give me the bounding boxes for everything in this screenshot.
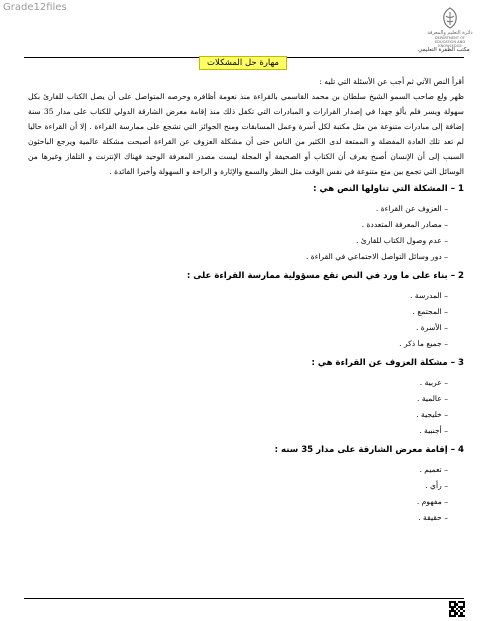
- question-4: [28, 442, 464, 526]
- logo-arabic-text: دائرة التعليم والمعرفة: [427, 30, 473, 36]
- options-list: [28, 288, 448, 352]
- option-item[interactable]: – عدم وصول الكتاب للقارئ .: [28, 233, 448, 249]
- instructions: أقرأ النص الآتي ثم أجب عن الأسئلة التي تليه :: [319, 77, 464, 86]
- site-watermark: Grade12files: [3, 2, 67, 13]
- qr-code-icon: [449, 601, 465, 617]
- options-list: [28, 375, 448, 439]
- office-name: مكتب الظفرة التعليمي: [418, 47, 470, 53]
- option-item[interactable]: – مفهوم .: [28, 494, 448, 510]
- question-text: 4 – إقامة معرض الشارقة على مدار 35 سنه :: [274, 445, 464, 455]
- option-item[interactable]: – دور وسائل التواصل الاجتماعي في القراءة .: [28, 249, 448, 265]
- logo-english-text: DEPARTMENT OF EDUCATION AND KNOWLEDGE: [434, 36, 466, 48]
- ministry-logo: [427, 6, 473, 48]
- question-1: [28, 181, 464, 265]
- option-item[interactable]: – أجنبية .: [28, 423, 448, 439]
- options-list: [28, 201, 448, 265]
- question-text: 2 – بناء على ما ورد في النص تقع مسؤولية ممارسة القراءة على :: [186, 271, 464, 281]
- option-item[interactable]: – رأي .: [28, 478, 448, 494]
- question-3: [28, 355, 464, 439]
- footer-divider: [24, 598, 464, 599]
- option-item[interactable]: – مصادر المعرفة المتعددة .: [28, 217, 448, 233]
- option-item[interactable]: – حقيقة .: [28, 510, 448, 526]
- question-text: 1 – المشكلة التي تناولها النص هي :: [313, 184, 464, 194]
- option-item[interactable]: – المدرسة .: [28, 288, 448, 304]
- option-item[interactable]: – عربية .: [28, 375, 448, 391]
- reading-passage: ظهر ولع صاحب السمو الشيخ سلطان بن محمد القاسمي بالقراءة منذ نعومة أظافره وحرصه المتواصل على أن يصل الكتاب للقارئ بكل سهولة ويسر فلم يألو جهدا في إصدار القرارات و المبادرات التي تكفل ذلك منذ إقامة معرض الشارقة الدولي للكتاب على مدار 35 سنة إضافة إلى مبادرات متنوعة من مثل مكتبة لكل أسرة وعمل المسابقات ومنح الجوائز التي تشجع على ممارسة القراءة . إلا أن القراءة حاليا لم تعد تلك العادة المفضلة و الممتعة لدى الكثير من الناس حتى أن مشكلة العزوف عن القراءة أصبحت مشكلة عالمية ويرجع الباحثون السبب إلى أن الإنسان أصبح يعرف أن الكتاب أو الصحيفة أو المجلة ليست مصدر المعرفة الوحيد فهناك الإنترنت و التلفاز وغيرها من الوسائل التي تجمع بين متع متنوعة في نفس الوقت مثل النظر والسمع والإثارة و الراحة و السهولة وأخيرا الفائدة .: [28, 92, 464, 176]
- emblem-icon: [439, 6, 461, 30]
- option-item[interactable]: – عالمية .: [28, 391, 448, 407]
- option-item[interactable]: – خليجية .: [28, 407, 448, 423]
- options-list: [28, 462, 448, 526]
- option-item[interactable]: – الأسرة .: [28, 320, 448, 336]
- option-item[interactable]: – المجتمع .: [28, 304, 448, 320]
- option-item[interactable]: – تعميم .: [28, 462, 448, 478]
- page-title: مهارة حل المشكلات: [199, 56, 287, 70]
- option-item[interactable]: – العزوف عن القراءة .: [28, 201, 448, 217]
- question-2: [28, 268, 464, 352]
- option-item[interactable]: – جميع ما ذكر .: [28, 336, 448, 352]
- worksheet-body: [28, 70, 464, 529]
- question-text: 3 – مشكلة العزوف عن القراءة هي :: [311, 358, 464, 368]
